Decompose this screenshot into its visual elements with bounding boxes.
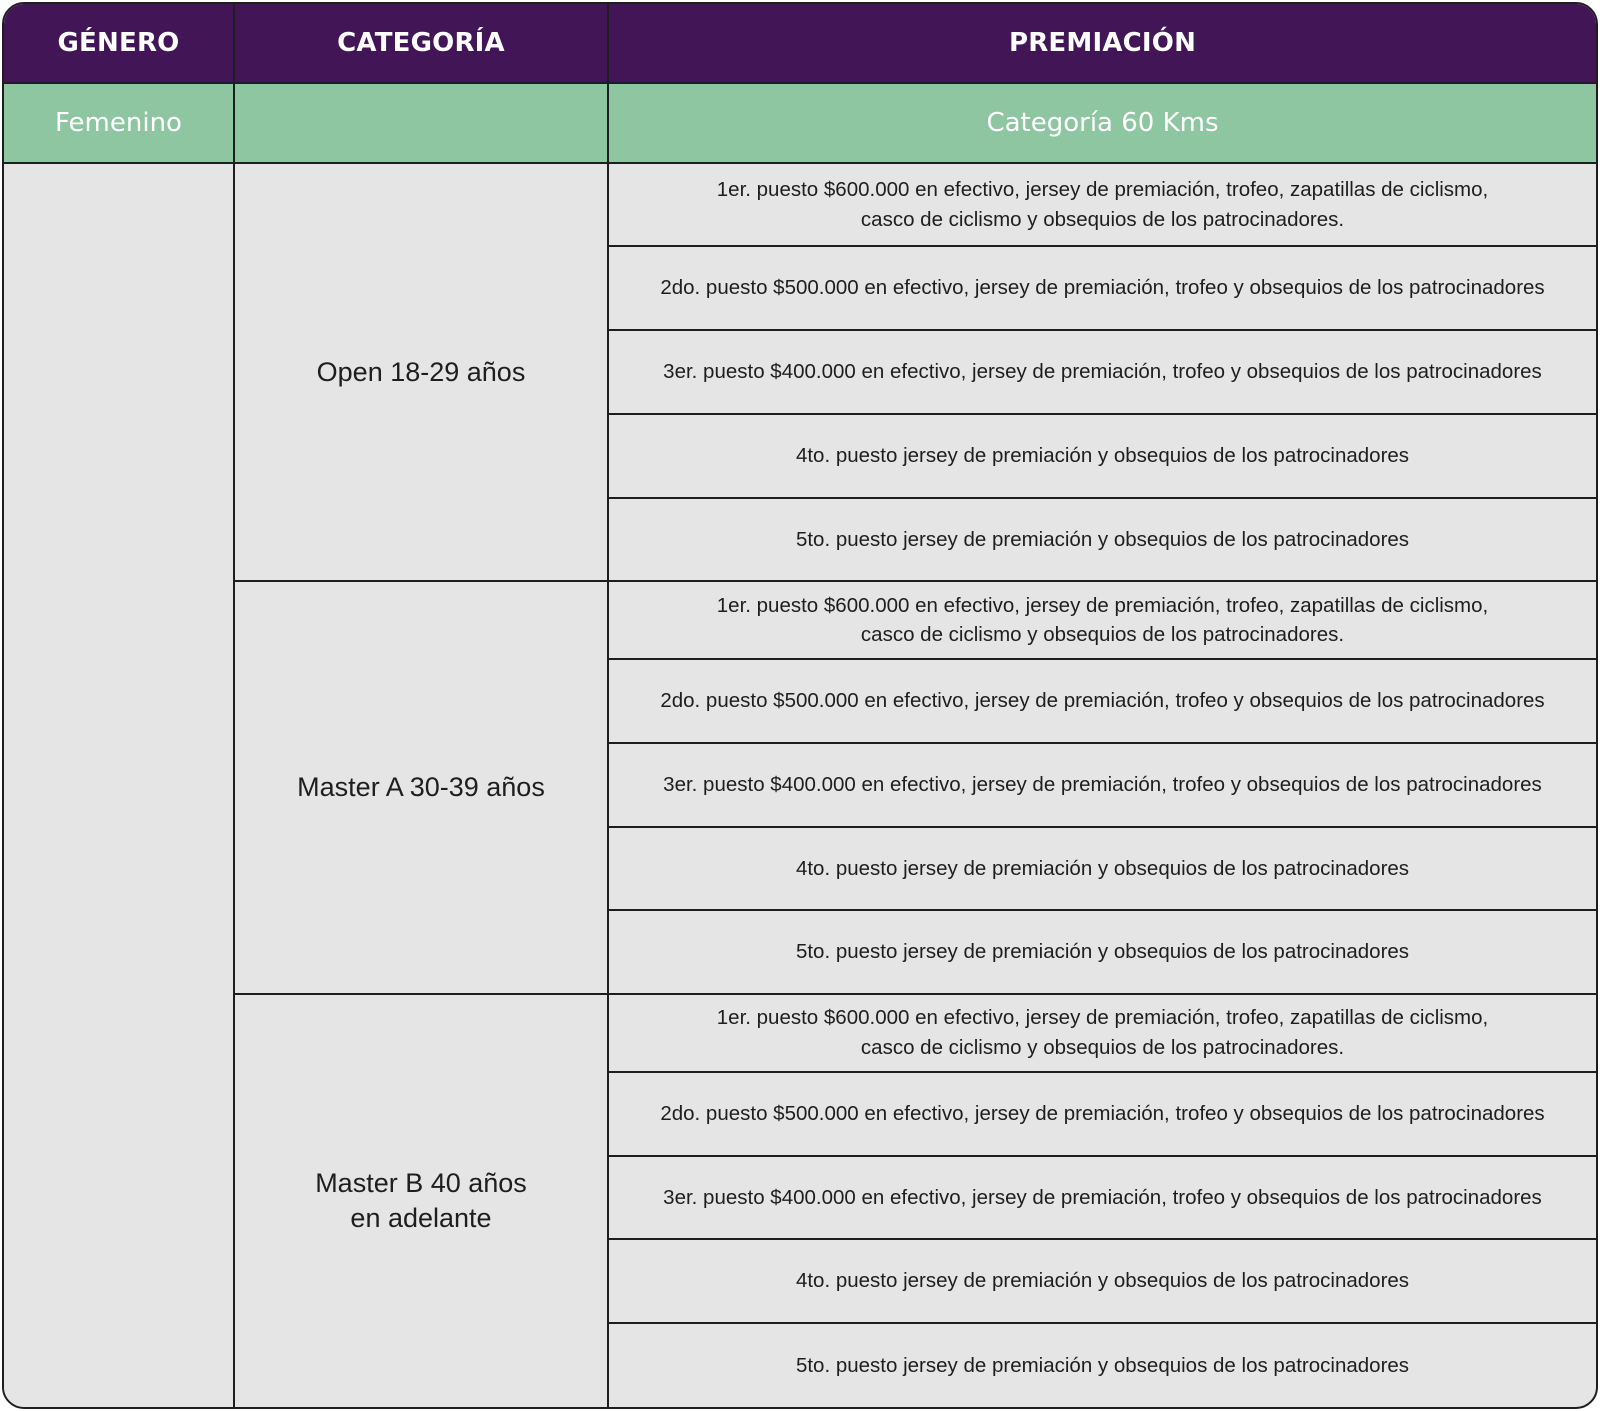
prize-table — [4, 4, 1596, 1407]
prize-cell: 4to. puesto jersey de premiación y obsequios de los patrocinadores — [608, 414, 1596, 498]
table-row — [4, 581, 1596, 659]
subheader-genero: Femenino — [4, 83, 234, 163]
prize-cell: 1er. puesto $600.000 en efectivo, jersey de premiación, trofeo, zapatillas de ciclismo, casco de ciclismo y obsequios de los patrocinadores. — [608, 994, 1596, 1072]
header-genero: GÉNERO — [4, 4, 234, 83]
header-row — [4, 4, 1596, 83]
header-categoria: CATEGORÍA — [234, 4, 608, 83]
prize-cell: 1er. puesto $600.000 en efectivo, jersey de premiación, trofeo, zapatillas de ciclismo, casco de ciclismo y obsequios de los patrocinadores. — [608, 163, 1596, 247]
header-premiacion: PREMIACIÓN — [608, 4, 1596, 83]
prize-cell: 4to. puesto jersey de premiación y obsequios de los patrocinadores — [608, 1239, 1596, 1323]
category-cell-master-a: Master A 30-39 años — [234, 581, 608, 994]
subheader-categoria — [234, 83, 608, 163]
genero-empty-cell — [4, 163, 234, 1407]
prize-cell: 2do. puesto $500.000 en efectivo, jersey de premiación, trofeo y obsequios de los patrocinadores — [608, 1072, 1596, 1156]
prize-cell: 1er. puesto $600.000 en efectivo, jersey de premiación, trofeo, zapatillas de ciclismo, casco de ciclismo y obsequios de los patrocinadores. — [608, 581, 1596, 659]
prize-cell: 3er. puesto $400.000 en efectivo, jersey de premiación, trofeo y obsequios de los patrocinadores — [608, 1156, 1596, 1240]
prize-cell: 5to. puesto jersey de premiación y obsequios de los patrocinadores — [608, 1323, 1596, 1407]
prize-cell: 4to. puesto jersey de premiación y obsequios de los patrocinadores — [608, 827, 1596, 911]
prize-cell: 2do. puesto $500.000 en efectivo, jersey de premiación, trofeo y obsequios de los patrocinadores — [608, 659, 1596, 743]
prize-cell: 2do. puesto $500.000 en efectivo, jersey de premiación, trofeo y obsequios de los patrocinadores — [608, 246, 1596, 330]
table-row — [4, 163, 1596, 247]
prize-cell: 5to. puesto jersey de premiación y obsequios de los patrocinadores — [608, 498, 1596, 582]
prize-table-frame — [2, 2, 1598, 1409]
subheader-row — [4, 83, 1596, 163]
prize-cell: 3er. puesto $400.000 en efectivo, jersey de premiación, trofeo y obsequios de los patrocinadores — [608, 330, 1596, 414]
table-row — [4, 994, 1596, 1072]
category-cell-master-b: Master B 40 años en adelante — [234, 994, 608, 1407]
category-cell-open: Open 18-29 años — [234, 163, 608, 582]
subheader-premiacion: Categoría 60 Kms — [608, 83, 1596, 163]
prize-cell: 5to. puesto jersey de premiación y obsequios de los patrocinadores — [608, 910, 1596, 994]
prize-cell: 3er. puesto $400.000 en efectivo, jersey de premiación, trofeo y obsequios de los patrocinadores — [608, 743, 1596, 827]
